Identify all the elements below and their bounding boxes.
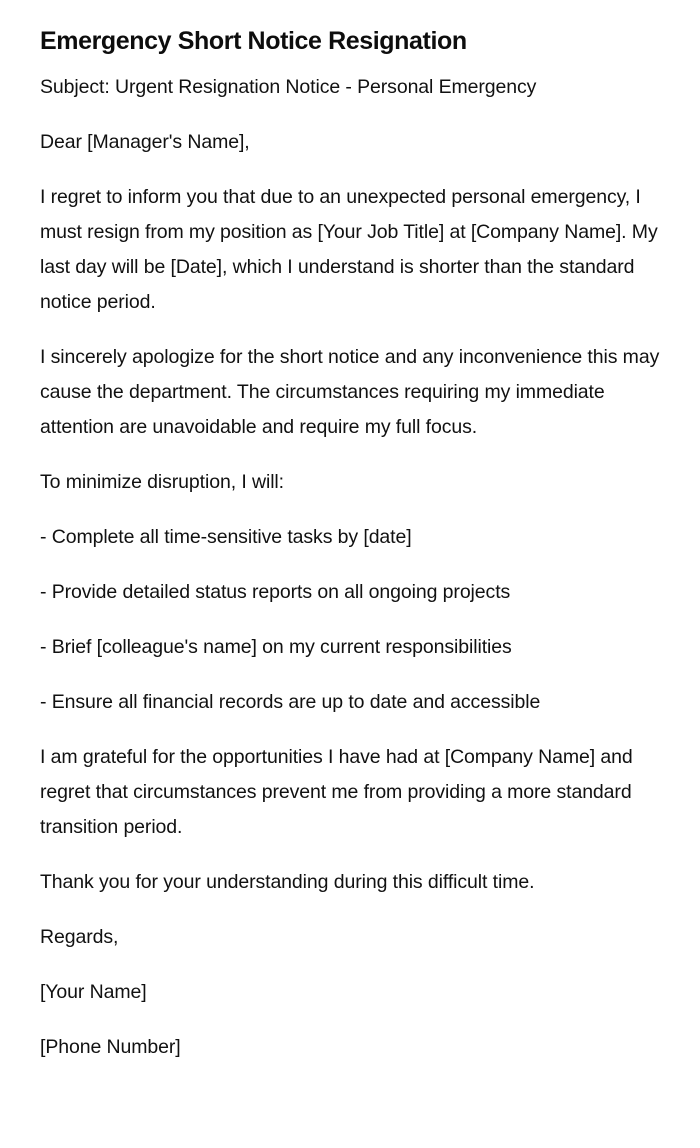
- signature-name: [Your Name]: [40, 981, 147, 1003]
- signature-phone: [Phone Number]: [40, 1036, 181, 1058]
- body-paragraph: I sincerely apologize for the short notice and any inconvenience this may cause the department. The circumstances requiring my immediate attention are unavoidable and require my full focus.: [40, 346, 660, 438]
- signoff: Regards,: [40, 926, 119, 948]
- document-title: Emergency Short Notice Resignation: [40, 27, 467, 55]
- salutation: Dear [Manager's Name],: [40, 131, 250, 153]
- subject-line: Subject: Urgent Resignation Notice - Personal Emergency: [40, 76, 537, 98]
- list-item: - Provide detailed status reports on all ongoing projects: [40, 581, 511, 603]
- list-item: - Complete all time-sensitive tasks by [date]: [40, 526, 412, 548]
- closing-paragraph: I am grateful for the opportunities I have had at [Company Name] and regret that circumstances prevent me from providing a more standard transition period.: [40, 746, 633, 838]
- list-item: - Brief [colleague's name] on my current responsibilities: [40, 636, 512, 658]
- closing-paragraph: Thank you for your understanding during this difficult time.: [40, 871, 535, 893]
- list-item: - Ensure all financial records are up to date and accessible: [40, 691, 541, 713]
- body-paragraph: I regret to inform you that due to an unexpected personal emergency, I must resign from my position as [Your Job Title] at [Company Name]. My last day will be [Date], which I understand is shorter than the standard notice period.: [40, 186, 658, 313]
- body-paragraph: To minimize disruption, I will:: [40, 471, 284, 493]
